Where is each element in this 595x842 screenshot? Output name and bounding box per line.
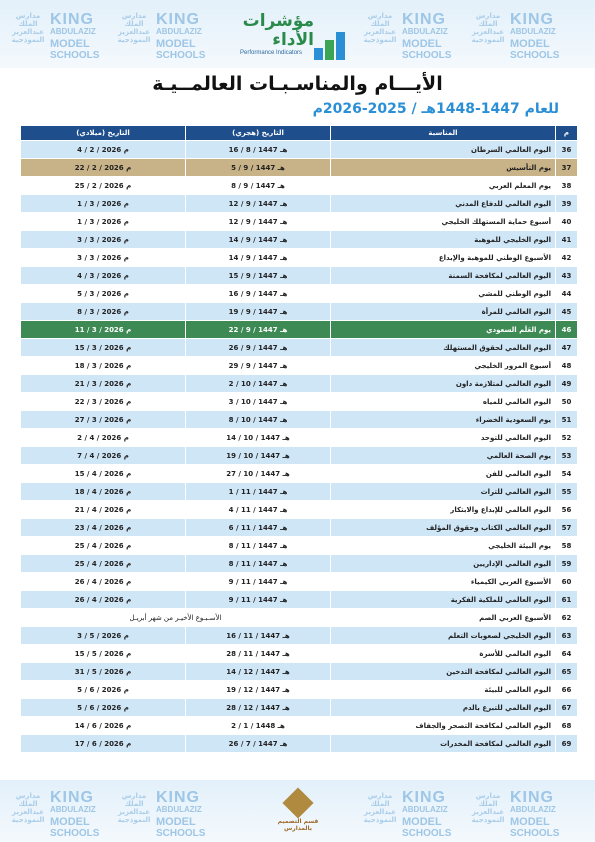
table-row [21, 285, 578, 303]
hijri-date: 2 / 10 / 1447 هـ [186, 375, 331, 393]
hijri-date: 19 / 9 / 1447 هـ [186, 303, 331, 321]
row-number: 49 [556, 375, 578, 393]
row-number: 50 [556, 393, 578, 411]
hijri-date: 8 / 10 / 1447 هـ [186, 411, 331, 429]
row-number: 55 [556, 483, 578, 501]
gregorian-date: 11 / 3 / 2026 م [21, 321, 186, 339]
occasion-name: أسبوع حماية المستهلك الخليجي [331, 213, 556, 231]
occasion-name: اليوم العالمي السرطان [331, 141, 556, 159]
occasion-name: اليوم العالمي الإداريين [331, 555, 556, 573]
table-row [21, 699, 578, 717]
gregorian-date: 23 / 4 / 2026 م [21, 519, 186, 537]
hijri-date: 8 / 9 / 1447 هـ [186, 177, 331, 195]
row-number: 68 [556, 717, 578, 735]
gregorian-date: 1 / 3 / 2026 م [21, 195, 186, 213]
hijri-date: 27 / 10 / 1447 هـ [186, 465, 331, 483]
table-row [21, 393, 578, 411]
row-number: 39 [556, 195, 578, 213]
table-header-row [21, 126, 578, 141]
occasion-name: يوم العَلَم السعودي [331, 321, 556, 339]
gregorian-date: 8 / 3 / 2026 م [21, 303, 186, 321]
table-row [21, 735, 578, 753]
table-row [21, 411, 578, 429]
hijri-date: 16 / 8 / 1447 هـ [186, 141, 331, 159]
gregorian-date: 31 / 5 / 2026 م [21, 663, 186, 681]
occasion-name: اليوم العالمي لحقوق المستهلك [331, 339, 556, 357]
occasion-name: اليوم العالمي للأسرة [331, 645, 556, 663]
table-row [21, 645, 578, 663]
row-number: 54 [556, 465, 578, 483]
hijri-date: 26 / 9 / 1447 هـ [186, 339, 331, 357]
row-number: 51 [556, 411, 578, 429]
table-row [21, 465, 578, 483]
table-row [21, 339, 578, 357]
column-header-gregorian: التاريخ (ميلادي) [21, 126, 186, 141]
school-tile: مدارس الملك عبدالعزيز النموذجية [363, 792, 397, 824]
table-row [21, 483, 578, 501]
king-abdulaziz-logo: KING ABDULAZIZ MODEL SCHOOLS [402, 789, 452, 839]
table-row [21, 195, 578, 213]
column-header-hijri: التاريخ (هجري) [186, 126, 331, 141]
gregorian-date: 3 / 5 / 2026 م [21, 627, 186, 645]
row-number: 60 [556, 573, 578, 591]
table-row [21, 519, 578, 537]
bar-chart-icon [314, 28, 354, 60]
occasion-name: اليوم العالمي لمكافحة المخدرات [331, 735, 556, 753]
gregorian-date: 7 / 4 / 2026 م [21, 447, 186, 465]
hijri-date: 14 / 10 / 1447 هـ [186, 429, 331, 447]
row-number: 56 [556, 501, 578, 519]
king-abdulaziz-logo: KING ABDULAZIZ MODEL SCHOOLS [402, 11, 452, 61]
gregorian-date: 21 / 3 / 2026 م [21, 375, 186, 393]
occasion-name: اليوم العالمي لمتلازمة داون [331, 375, 556, 393]
gregorian-date: 15 / 5 / 2026 م [21, 645, 186, 663]
row-number: 66 [556, 681, 578, 699]
gregorian-date: 3 / 3 / 2026 م [21, 249, 186, 267]
occasion-name: يوم الصحة العالمي [331, 447, 556, 465]
gregorian-date: 4 / 2 / 2026 م [21, 141, 186, 159]
occasion-name: الأسبوع الوطني للموهبة والإبداع [331, 249, 556, 267]
occasion-name: الأسبوع العربي الكيمياء [331, 573, 556, 591]
king-abdulaziz-logo: KING ABDULAZIZ MODEL SCHOOLS [156, 11, 206, 61]
table-row [21, 357, 578, 375]
row-number: 47 [556, 339, 578, 357]
hijri-date: 28 / 12 / 1447 هـ [186, 699, 331, 717]
row-number: 46 [556, 321, 578, 339]
hijri-date: 28 / 11 / 1447 هـ [186, 645, 331, 663]
table-row [21, 609, 578, 627]
occasion-name: اليوم الخليجي لصعوبات التعلم [331, 627, 556, 645]
header-band [0, 0, 595, 68]
gregorian-date: 25 / 2 / 2026 م [21, 177, 186, 195]
gregorian-date: 2 / 4 / 2026 م [21, 429, 186, 447]
occasion-name: يوم التأسيس [331, 159, 556, 177]
page-title: الأيـــام والمناسـبـات العالمــيـة [152, 73, 443, 95]
gregorian-date: 18 / 3 / 2026 م [21, 357, 186, 375]
occasion-name: يوم المعلم العربي [331, 177, 556, 195]
gregorian-date: 18 / 4 / 2026 م [21, 483, 186, 501]
occasion-name: اليوم العالمي للتراث [331, 483, 556, 501]
hijri-date: 8 / 11 / 1447 هـ [186, 555, 331, 573]
gregorian-date: 27 / 3 / 2026 م [21, 411, 186, 429]
hijri-date: 15 / 9 / 1447 هـ [186, 267, 331, 285]
school-tile: مدارس الملك عبدالعزيز النموذجية [11, 12, 45, 44]
hijri-date: 6 / 11 / 1447 هـ [186, 519, 331, 537]
row-number: 69 [556, 735, 578, 753]
row-number: 65 [556, 663, 578, 681]
occasions-table [20, 125, 578, 753]
row-number: 52 [556, 429, 578, 447]
table-row [21, 375, 578, 393]
hijri-date: 16 / 9 / 1447 هـ [186, 285, 331, 303]
hijri-date: 16 / 11 / 1447 هـ [186, 627, 331, 645]
row-number: 53 [556, 447, 578, 465]
gregorian-date: 4 / 3 / 2026 م [21, 267, 186, 285]
gregorian-date: 22 / 3 / 2026 م [21, 393, 186, 411]
table-row [21, 213, 578, 231]
performance-indicators-logo: مؤشرات الأداء Performance Indicators [238, 8, 358, 60]
row-number: 48 [556, 357, 578, 375]
table-row [21, 663, 578, 681]
occasion-name: يوم البيئة الخليجي [331, 537, 556, 555]
table-row [21, 591, 578, 609]
table-row [21, 447, 578, 465]
row-number: 36 [556, 141, 578, 159]
row-number: 45 [556, 303, 578, 321]
gregorian-date: 25 / 4 / 2026 م [21, 537, 186, 555]
design-department-logo: قسم التصميم بالمدارس [276, 786, 320, 832]
occasion-name: اليوم العالمي لمكافحة السمنة [331, 267, 556, 285]
school-tile: مدارس الملك عبدالعزيز النموذجية [471, 12, 505, 44]
gregorian-date: 17 / 6 / 2026 م [21, 735, 186, 753]
occasion-name: أسبوع المرور الخليجي [331, 357, 556, 375]
occasion-name: اليوم العالمي لمكافحة التصحر والجفاف [331, 717, 556, 735]
school-tile: مدارس الملك عبدالعزيز النموذجية [471, 792, 505, 824]
school-tile: مدارس الملك عبدالعزيز النموذجية [117, 792, 151, 824]
table-row [21, 429, 578, 447]
occasion-name: اليوم الوطني للمشي [331, 285, 556, 303]
row-number: 42 [556, 249, 578, 267]
hijri-date: 5 / 9 / 1447 هـ [186, 159, 331, 177]
king-abdulaziz-logo: KING ABDULAZIZ MODEL SCHOOLS [50, 789, 100, 839]
hijri-date: 19 / 10 / 1447 هـ [186, 447, 331, 465]
table-row [21, 573, 578, 591]
table-row [21, 267, 578, 285]
hijri-date: 2 / 1 / 1448 هـ [186, 717, 331, 735]
row-number: 61 [556, 591, 578, 609]
gregorian-date: 26 / 4 / 2026 م [21, 591, 186, 609]
occasion-name: اليوم العالمي للإبداع والابتكار [331, 501, 556, 519]
hijri-date: 9 / 11 / 1447 هـ [186, 573, 331, 591]
gregorian-date: 5 / 6 / 2026 م [21, 699, 186, 717]
table-row [21, 321, 578, 339]
table-row [21, 231, 578, 249]
king-abdulaziz-logo: KING ABDULAZIZ MODEL SCHOOLS [510, 11, 560, 61]
row-number: 58 [556, 537, 578, 555]
gregorian-date: 22 / 2 / 2026 م [21, 159, 186, 177]
table-row [21, 717, 578, 735]
column-header-occasion: المناسبة [331, 126, 556, 141]
gregorian-date: 3 / 3 / 2026 م [21, 231, 186, 249]
hijri-date: 3 / 10 / 1447 هـ [186, 393, 331, 411]
occasion-name: اليوم العالمي للتبرع بالدم [331, 699, 556, 717]
gregorian-date: 1 / 3 / 2026 م [21, 213, 186, 231]
table-row [21, 303, 578, 321]
table-row [21, 501, 578, 519]
footer-band [0, 780, 595, 842]
gregorian-date: 25 / 4 / 2026 م [21, 555, 186, 573]
king-abdulaziz-logo: KING ABDULAZIZ MODEL SCHOOLS [50, 11, 100, 61]
row-number: 43 [556, 267, 578, 285]
occasion-name: اليوم العالمي للمرأة [331, 303, 556, 321]
occasion-name: اليوم العالمي للفن [331, 465, 556, 483]
occasion-name: اليوم العالمي للملكية الفكرية [331, 591, 556, 609]
king-abdulaziz-logo: KING ABDULAZIZ MODEL SCHOOLS [156, 789, 206, 839]
table-row [21, 141, 578, 159]
column-header-number: م [556, 126, 578, 141]
table-row [21, 159, 578, 177]
occasion-name: اليوم العالمي للمياه [331, 393, 556, 411]
date-note: الأسـبـوع الأخيـر من شهر أبريـل [21, 609, 331, 627]
occasion-name: اليوم العالمي لمكافحة التدخين [331, 663, 556, 681]
row-number: 37 [556, 159, 578, 177]
hijri-date: 1 / 11 / 1447 هـ [186, 483, 331, 501]
gregorian-date: 21 / 4 / 2026 م [21, 501, 186, 519]
table-row [21, 627, 578, 645]
row-number: 67 [556, 699, 578, 717]
row-number: 62 [556, 609, 578, 627]
gregorian-date: 14 / 6 / 2026 م [21, 717, 186, 735]
table-row [21, 177, 578, 195]
hijri-date: 14 / 9 / 1447 هـ [186, 249, 331, 267]
occasion-name: يوم السعودية الخضراء [331, 411, 556, 429]
occasion-name: اليوم العالمي للدفاع المدني [331, 195, 556, 213]
gregorian-date: 15 / 4 / 2026 م [21, 465, 186, 483]
hijri-date: 29 / 9 / 1447 هـ [186, 357, 331, 375]
row-number: 41 [556, 231, 578, 249]
hijri-date: 12 / 9 / 1447 هـ [186, 213, 331, 231]
row-number: 57 [556, 519, 578, 537]
hijri-date: 8 / 11 / 1447 هـ [186, 537, 331, 555]
hijri-date: 26 / 7 / 1447 هـ [186, 735, 331, 753]
school-tile: مدارس الملك عبدالعزيز النموذجية [363, 12, 397, 44]
occasion-name: اليوم العالمي للتوحد [331, 429, 556, 447]
hijri-date: 12 / 9 / 1447 هـ [186, 195, 331, 213]
hijri-date: 14 / 12 / 1447 هـ [186, 663, 331, 681]
hijri-date: 19 / 12 / 1447 هـ [186, 681, 331, 699]
row-number: 59 [556, 555, 578, 573]
gregorian-date: 15 / 3 / 2026 م [21, 339, 186, 357]
table-row [21, 681, 578, 699]
occasion-name: اليوم العالمي الكتاب وحقوق المؤلف [331, 519, 556, 537]
gregorian-date: 26 / 4 / 2026 م [21, 573, 186, 591]
hijri-date: 9 / 11 / 1447 هـ [186, 591, 331, 609]
occasion-name: اليوم الخليجي للموهبة [331, 231, 556, 249]
row-number: 44 [556, 285, 578, 303]
emblem-icon [282, 787, 313, 818]
hijri-date: 14 / 9 / 1447 هـ [186, 231, 331, 249]
hijri-date: 22 / 9 / 1447 هـ [186, 321, 331, 339]
table-row [21, 555, 578, 573]
gregorian-date: 5 / 6 / 2026 م [21, 681, 186, 699]
occasion-name: الأسبوع العربي الصم [331, 609, 556, 627]
occasion-name: اليوم العالمي للبيئة [331, 681, 556, 699]
row-number: 64 [556, 645, 578, 663]
table-row [21, 249, 578, 267]
king-abdulaziz-logo: KING ABDULAZIZ MODEL SCHOOLS [510, 789, 560, 839]
school-tile: مدارس الملك عبدالعزيز النموذجية [117, 12, 151, 44]
year-subtitle: للعام 1447-1448هـ / 2025-2026م [312, 101, 559, 117]
row-number: 63 [556, 627, 578, 645]
school-tile: مدارس الملك عبدالعزيز النموذجية [11, 792, 45, 824]
gregorian-date: 5 / 3 / 2026 م [21, 285, 186, 303]
row-number: 40 [556, 213, 578, 231]
hijri-date: 4 / 11 / 1447 هـ [186, 501, 331, 519]
row-number: 38 [556, 177, 578, 195]
table-row [21, 537, 578, 555]
